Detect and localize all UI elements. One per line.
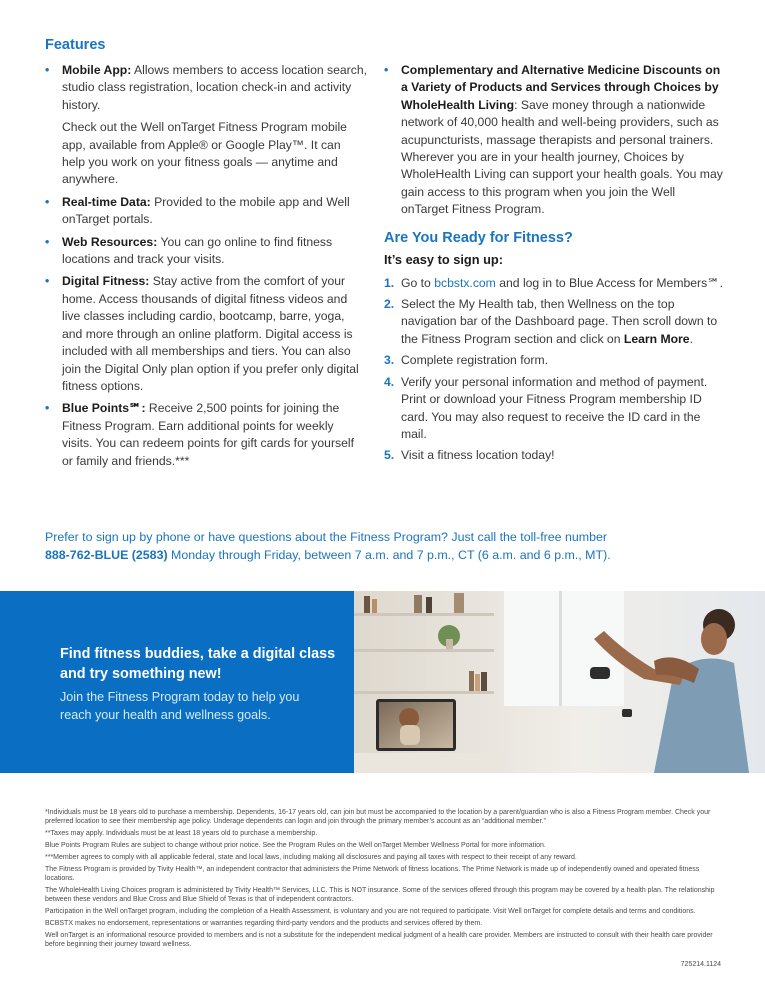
feature-term: Digital Fitness:: [62, 274, 150, 289]
step-4: [384, 374, 724, 444]
feature-cam-discounts: [384, 62, 724, 219]
feature-text: Stay active from the comfort of your home. Access thousands of digital fitness videos and live classes including cardio, bootcamp, barre, yoga, and more through an online platform. Digital access is included with all memberships and tiers. You can also join the Digital Only plan option if you prefer only digital fitness options.: [62, 274, 359, 393]
step-3: [384, 352, 724, 369]
banner-headline: Find fitness buddies, take a digital class and try something new!: [60, 646, 336, 682]
step-text: Visit a fitness location today!: [401, 448, 555, 463]
footnote: ***Member agrees to comply with all applicable federal, state and local laws, including making all disclosures and paying all taxes with respect to their receipt of any reward.: [45, 854, 577, 862]
footnote: The Fitness Program is provided by Tivity Health™, an independent contractor that administers the Prime Network of fitness locations. The Prime Network is made up of independently owned and operated fitness locations.: [45, 866, 700, 883]
feature-text: Provided to the mobile app and Well onTarget portals.: [62, 194, 350, 227]
footnote: Participation in the Well onTarget program, including the completion of a Health Assessment, is voluntary and you are not required to participate. Visit Well onTarget for complete details and terms and conditions.: [45, 908, 696, 916]
step-number: 4.: [384, 374, 395, 389]
step-2: [384, 296, 724, 348]
living-room-workout-image: [354, 591, 765, 773]
phone-callout: [45, 528, 735, 564]
signup-column: [384, 34, 724, 469]
feature-extra: Check out the Well onTarget Fitness Program mobile app, available from Apple® or Google Play™. It can help you work on your fitness goals — anytime and anywhere.: [62, 120, 347, 187]
feature-real-time-data: [45, 194, 367, 229]
footnote: Well onTarget is an informational resource provided to members and is not a substitute for the independent medical judgment of a health care provider. Members are instructed to consult with their health care provider before beginning their journey toward wellness.: [45, 932, 713, 949]
step-text: .: [689, 331, 693, 346]
phone-number[interactable]: 888-762-BLUE (2583): [45, 548, 168, 562]
feature-text: Receive 2,500 points for joining the Fitness Program. Earn additional points for weekly visits. You can redeem points for gift cards for yourself or family and friends.***: [62, 401, 354, 468]
bullet-icon: •: [45, 194, 50, 209]
feature-term: Mobile App:: [62, 63, 132, 77]
footnote: BCBSTX makes no endorsement, representations or warranties regarding third-party vendors and the products and services offered by them.: [45, 920, 483, 928]
step-number: 3.: [384, 353, 395, 368]
phone-line-1: Prefer to sign up by phone or have questions about the Fitness Program? Just call the toll-free number: [45, 530, 608, 544]
step-text: Complete registration form.: [401, 353, 548, 368]
feature-web-resources: [45, 234, 367, 269]
cam-list: [384, 62, 724, 219]
bullet-icon: •: [45, 63, 50, 77]
ready-subtitle: It’s easy to sign up:: [384, 251, 503, 267]
banner-subtext: Join the Fitness Program today to help you reach your health and wellness goals.: [60, 690, 300, 722]
bullet-icon: •: [45, 234, 50, 249]
signup-steps: [384, 275, 724, 465]
feature-text: Allows members to access location search, studio class registration, location check-in and activity history.: [62, 63, 368, 112]
phone-line-2: [45, 546, 735, 564]
step-number: 5.: [384, 448, 395, 463]
feature-term: Web Resources:: [62, 234, 158, 249]
footnote: *Individuals must be 18 years old to purchase a membership. Dependents, 16-17 years old, can join but must be accompanied to the location by a parent/guardian who is also a Fitness Program member. Check your preferred location to see their membership age policy. Underage dependents can login and join through the primary member’s account as an “additional member.”: [45, 809, 711, 825]
features-column: [45, 34, 367, 475]
step-text: Verify your personal information and method of payment. Print or download your Fitness Program membership ID card. You may also request to receive the ID card in the mail.: [401, 374, 708, 441]
bullet-icon: •: [384, 63, 389, 77]
footnote: Blue Points Program Rules are subject to change without prior notice. See the Program Rules on the Well onTarget Member Wellness Portal for more information.: [45, 842, 546, 850]
bullet-icon: •: [45, 401, 50, 416]
feature-text: : Save money through a nationwide network of 40,000 health and well-being providers, such as acupuncturists, massage therapists and personal trainers. Wherever you are in your health journey, Choices by WholeHealth Living can support your health goals. You may gain access to this program when you join the Well onTarget Fitness Program.: [401, 97, 723, 217]
feature-blue-points: [45, 400, 367, 470]
footnote: The WholeHealth Living Choices program is administered by Tivity Health™ Services, LLC. This is NOT insurance. Some of the services offered through this program may be covered by a health plan. The relationship between these vendors and Blue Cross and Blue Shield of Texas is that of independent contractors.: [45, 887, 715, 904]
bullet-icon: •: [45, 274, 50, 289]
step-text: Go to: [401, 275, 435, 290]
footnote: **Taxes may apply. Individuals must be at least 18 years old to purchase a membership.: [45, 830, 318, 837]
fitness-photo: [354, 591, 765, 773]
banner-text-panel: [0, 591, 354, 773]
phone-hours: Monday through Friday, between 7 a.m. and 7 p.m., CT (6 a.m. and 6 p.m., MT).: [167, 548, 611, 562]
feature-term: Blue Points℠:: [62, 401, 146, 416]
feature-text: You can go online to find fitness locations and track your visits.: [62, 234, 333, 267]
step-number: 1.: [384, 275, 395, 290]
feature-digital-fitness: [45, 273, 367, 395]
step-1: [384, 275, 724, 292]
learn-more-text: Learn More: [623, 331, 690, 346]
feature-term: Complementary and Alternative Medicine Discounts on a Variety of Products and Services through Choices by WholeHealth Living: [401, 63, 721, 112]
step-number: 2.: [384, 297, 395, 312]
feature-mobile-app: [45, 62, 367, 189]
bcbstx-link[interactable]: bcbstx.com: [434, 275, 496, 290]
step-5: [384, 447, 724, 464]
promo-banner: [0, 591, 765, 773]
feature-term: Real-time Data:: [62, 194, 151, 209]
ready-heading: Are You Ready for Fitness?: [384, 229, 573, 246]
footnotes: [45, 809, 725, 953]
features-heading: Features: [45, 37, 106, 53]
step-text: and log in to Blue Access for Members℠.: [495, 275, 724, 290]
job-code: 725214.1124: [680, 961, 721, 968]
step-text: Select the My Health tab, then Wellness on the top navigation bar of the Dashboard page. Then scroll down to the Fitness Program section and click on: [401, 297, 718, 346]
features-list: [45, 62, 367, 470]
